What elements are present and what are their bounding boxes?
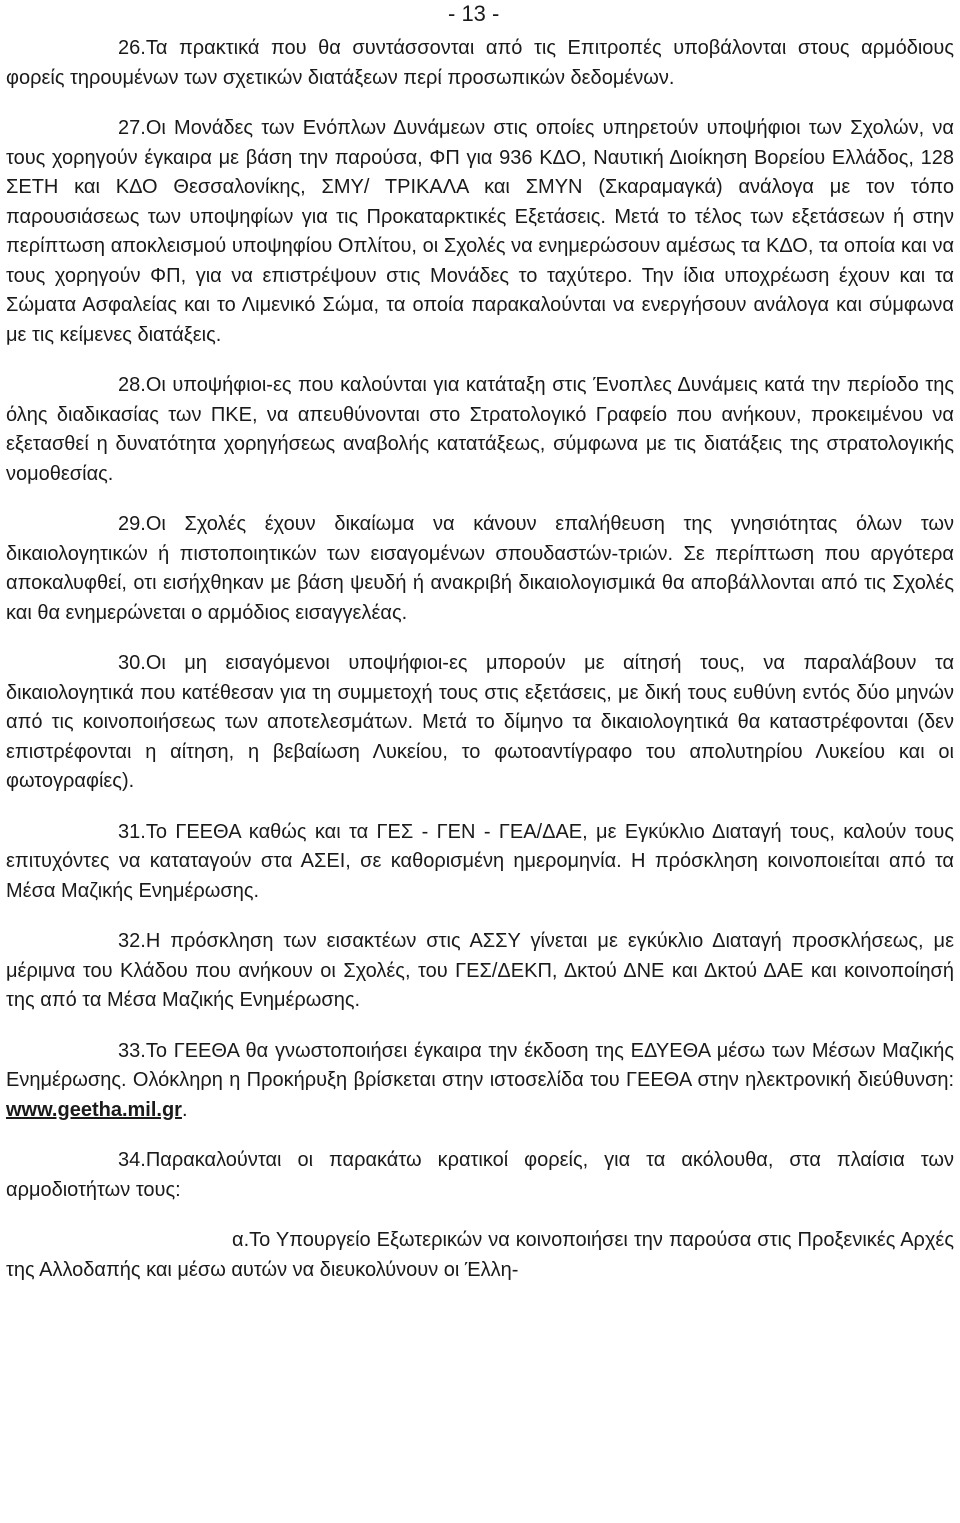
paragraph-33	[6, 1037, 954, 1126]
paragraph-number: 29.	[118, 513, 146, 535]
paragraph-number: 33.	[118, 1039, 146, 1062]
paragraph-32	[6, 927, 954, 1016]
paragraph-number: 26.	[118, 37, 146, 59]
page-number: - 13 -	[448, 1, 500, 26]
subitem-text: Το Υπουργείο Εξωτερικών να κοινοποιήσει την παρούσα στις Προξενικές Αρχές της Αλλοδαπής και μέσω αυτών να διευκολύνουν οι Έλλη-	[6, 1229, 954, 1281]
website-link[interactable]: www.geetha.mil.gr	[6, 1098, 182, 1121]
paragraph-text: Το ΓΕΕΘΑ θα γνωστοποιήσει έγκαιρα την έκδοση της ΕΔΥΕΘΑ μέσω των Μέσων Μαζικής Ενημέρωσης. Ολόκληρη η Προκήρυξη βρίσκεται στην ιστοσελίδα του ΓΕΕΘΑ στην ηλεκτρονική διεύθυνση:	[6, 1039, 954, 1091]
paragraph-text: Η πρόσκληση των εισακτέων στις ΑΣΣΥ γίνεται με εγκύκλιο Διαταγή προσκλήσεως, με μέριμνα του Κλάδου που ανήκουν οι Σχολές, του ΓΕΣ/ΔΕΚΠ, Δκτού ΔΝΕ και Δκτού ΔΑΕ και κοινοποίησή της από τα Μέσα Μαζικής Ενημέρωσης.	[6, 930, 954, 1011]
paragraph-27	[6, 114, 954, 350]
paragraph-26	[6, 34, 954, 93]
subitem-a	[6, 1226, 954, 1285]
paragraph-number: 34.	[118, 1149, 146, 1171]
paragraph-number: 32.	[118, 930, 146, 952]
document-body	[6, 34, 954, 1285]
paragraph-number: 30.	[118, 652, 146, 674]
paragraph-text: Το ΓΕΕΘΑ καθώς και τα ΓΕΣ - ΓΕΝ - ΓΕΑ/ΔΑΕ, με Εγκύκλιο Διαταγή τους, καλούν τους επιτυχόντες να καταταγούν στα ΑΣΕΙ, σε καθορισμένη ημερομηνία. Η πρόσκληση κοινοποιείται από τα Μέσα Μαζικής Ενημέρωσης.	[6, 820, 954, 902]
paragraph-31	[6, 818, 954, 907]
paragraph-text: Οι μη εισαγόμενοι υποψήφιοι-ες μπορούν με αίτησή τους, να παραλάβουν τα δικαιολογητικά που κατέθεσαν για τη συμμετοχή τους στις εξετάσεις, με δική τους ευθύνη εντός δύο μηνών από τις κοινοποιήσεως των αποτελεσμάτων. Μετά το δίμηνο τα δικαιολογητικά θα καταστρέφονται (δεν επιστρέφονται η αίτηση, η βεβαίωση Λυκείου, το φωτοαντίγραφο του απολυτηρίου Λυκείου και οι φωτογραφίες).	[6, 652, 954, 792]
paragraph-text: Οι Μονάδες των Ενόπλων Δυνάμεων στις οποίες υπηρετούν υποψήφιοι των Σχολών, να τους χορηγούν έγκαιρα με βάση την παρούσα, ΦΠ για 936 ΚΔΟ, Ναυτική Διοίκηση Βορείου Ελλάδος, 128 ΣΕΤΗ και ΚΔΟ Θεσσαλονίκης, ΣΜΥ/ ΤΡΙΚΑΛΑ και ΣΜΥΝ (Σκαραμαγκά) ανάλογα με τον τόπο παρουσιάσεως των υποψηφίων για τις Προκαταρκτικές Εξετάσεις. Μετά το τέλος των εξετάσεων ή στην περίπτωση αποκλεισμού υποψηφίου Οπλίτου, οι Σχολές να ενημερώσουν αμέσως τα ΚΔΟ, τα οποία και να τους χορηγούν ΦΠ, για να επιστρέψουν στις Μονάδες το ταχύτερο. Την ίδια υποχρέωση έχουν και τα Σώματα Ασφαλείας και το Λιμενικό Σώμα, τα οποία παρακαλούνται να ενεργήσουν ανάλογα και σύμφωνα με τις κείμενες διατάξεις.	[6, 117, 954, 346]
paragraph-text: Τα πρακτικά που θα συντάσσονται από τις Επιτροπές υποβάλονται στους αρμόδιους φορείς τηρουμένων των σχετικών διατάξεων περί προσωπικών δεδομένων.	[6, 37, 954, 89]
paragraph-text: Οι Σχολές έχουν δικαίωμα να κάνουν επαλήθευση της γνησιότητας όλων των δικαιολογητικών ή πιστοποιητικών των εισαγομένων σπουδαστών-τριών. Σε περίπτωση που αργότερα αποκαλυφθεί, οτι εισήχθηκαν με βάση ψευδή ή ανακριβή δικαιολογισμικά θα αποβάλλονται από τις Σχολές και θα ενημερώνεται ο αρμόδιος εισαγγελέας.	[6, 513, 954, 624]
paragraph-28	[6, 371, 954, 489]
paragraph-30	[6, 649, 954, 797]
paragraph-text: Παρακαλούνται οι παρακάτω κρατικοί φορείς, για τα ακόλουθα, στα πλαίσια των αρμοδιοτήτων τους:	[6, 1149, 954, 1201]
paragraph-number: 31.	[118, 820, 146, 843]
paragraph-number: 28.	[118, 374, 146, 396]
paragraph-29	[6, 510, 954, 628]
subitem-letter: α.	[232, 1229, 250, 1251]
paragraph-34	[6, 1146, 954, 1205]
paragraph-text-end: .	[181, 1098, 188, 1121]
paragraph-text: Οι υποψήφιοι-ες που καλούνται για κατάταξη στις Ένοπλες Δυνάμεις κατά την περίοδο της όλης διαδικασίας των ΠΚΕ, να απευθύνονται στο Στρατολογικό Γραφείο που ανήκουν, προκειμένου να εξετασθεί η δυνατότητα χορηγήσεως αναβολής κατατάξεως, σύμφωνα με τις διατάξεις της στρατολογικής νομοθεσίας.	[6, 374, 954, 485]
paragraph-number: 27.	[118, 117, 146, 139]
